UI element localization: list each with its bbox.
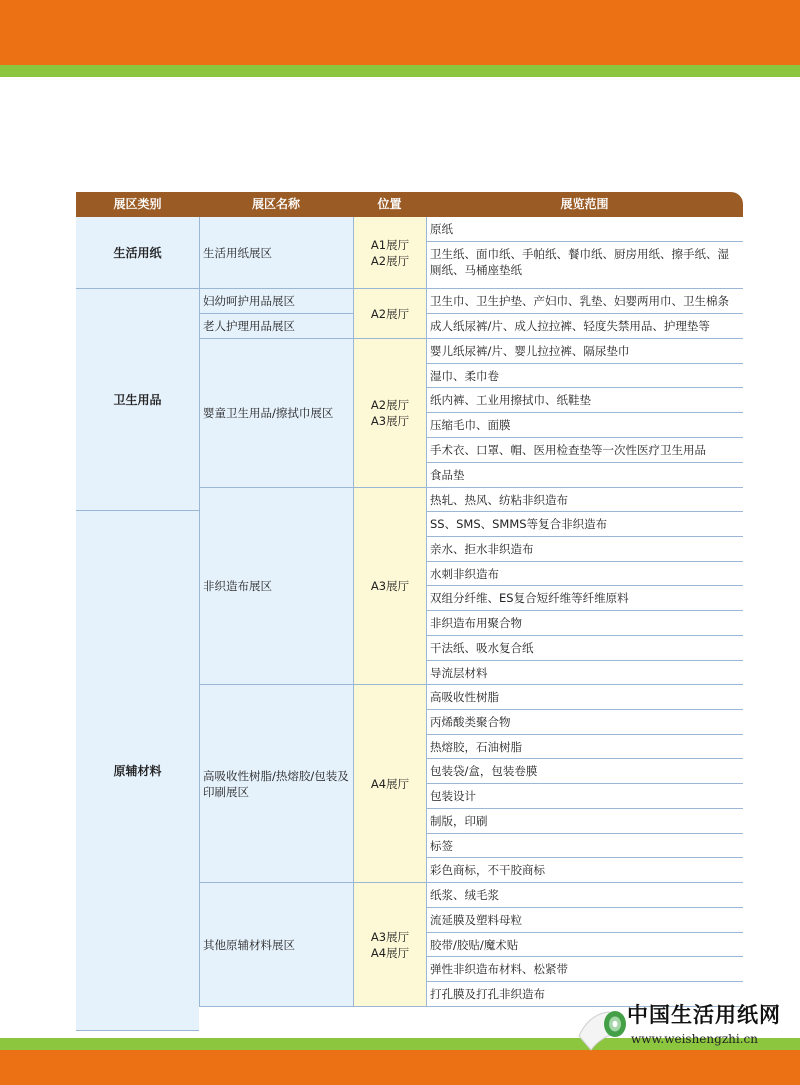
scope-cell: 纸内裤、工业用擦拭巾、纸鞋垫: [426, 388, 743, 413]
scope-cell: 导流层材料: [426, 661, 743, 685]
scope-cell: 包装袋/盒，包装卷膜: [426, 759, 743, 784]
zone-cell: 其他原辅材料展区: [199, 883, 353, 1007]
zone-cell: 婴童卫生用品/擦拭巾展区: [199, 339, 353, 488]
header-category: 展区类别: [113, 197, 162, 211]
scope-cell: 成人纸尿裤/片、成人拉拉裤、轻度失禁用品、护理垫等: [426, 314, 743, 339]
top-green-stripe: [0, 65, 800, 77]
category-cell: 卫生用品: [76, 289, 199, 511]
top-orange-band: [0, 0, 800, 65]
scope-cell: 婴儿纸尿裤/片、婴儿拉拉裤、隔尿垫巾: [426, 339, 743, 364]
table-body: [76, 217, 743, 1009]
location-cell: A1展厅 A2展厅: [353, 217, 426, 289]
site-logo: [575, 996, 781, 1056]
scope-cell: 双组分纤维、ES复合短纤维等纤维原料: [426, 586, 743, 611]
logo-name: 中国生活用纸网: [627, 1002, 781, 1027]
scope-cell: SS、SMS、SMMS等复合非织造布: [426, 512, 743, 537]
scope-cell: 包装设计: [426, 784, 743, 809]
location-cell: A3展厅: [353, 488, 426, 685]
location-cell: A2展厅: [353, 289, 426, 339]
scope-cell: 标签: [426, 834, 743, 858]
scope-cell: 丙烯酸类聚合物: [426, 710, 743, 735]
zone-cell: 非织造布展区: [199, 488, 353, 685]
scope-cell: 食品垫: [426, 463, 743, 488]
zone-cell: 高吸收性树脂/热熔胶/包装及印刷展区: [199, 685, 353, 883]
scope-cell: 流延膜及塑料母粒: [426, 908, 743, 933]
table-header: [76, 192, 743, 217]
scope-cell: 干法纸、吸水复合纸: [426, 636, 743, 661]
location-cell: A3展厅 A4展厅: [353, 883, 426, 1007]
header-scope: 展览范围: [560, 197, 609, 211]
scope-cell: 水刺非织造布: [426, 562, 743, 586]
scope-cell: 卫生巾、卫生护垫、产妇巾、乳垫、妇婴两用巾、卫生棉条: [426, 289, 743, 314]
scope-cell: 湿巾、柔巾卷: [426, 364, 743, 388]
scope-cell: 原纸: [426, 217, 743, 242]
zone-cell: 生活用纸展区: [199, 217, 353, 289]
scope-cell: 非织造布用聚合物: [426, 611, 743, 636]
exhibition-table: [76, 192, 743, 1009]
location-cell: A2展厅 A3展厅: [353, 339, 426, 488]
header-zone: 展区名称: [251, 197, 300, 211]
scope-cell: 压缩毛巾、面膜: [426, 413, 743, 438]
scope-cell: 打孔膜及打孔非织造布: [426, 982, 743, 1007]
scope-cell: 卫生纸、面巾纸、手帕纸、餐巾纸、厨房用纸、擦手纸、湿厕纸、马桶座垫纸: [426, 242, 743, 289]
scope-cell: 胶带/胶贴/魔术贴: [426, 933, 743, 957]
paper-roll-icon: [575, 1006, 631, 1052]
scope-cell: 彩色商标，不干胶商标: [426, 858, 743, 883]
scope-cell: 热轧、热风、纺粘非织造布: [426, 488, 743, 512]
zone-cell: 老人护理用品展区: [199, 314, 353, 339]
scope-cell: 弹性非织造布材料、松紧带: [426, 957, 743, 982]
category-cell: 原辅材料: [76, 511, 199, 1031]
scope-cell: 高吸收性树脂: [426, 685, 743, 710]
zone-cell: 妇幼呵护用品展区: [199, 289, 353, 314]
location-cell: A4展厅: [353, 685, 426, 883]
logo-url: www.weishengzhi.cn: [631, 1032, 758, 1046]
category-cell: 生活用纸: [76, 217, 199, 289]
scope-cell: 手术衣、口罩、帽、医用检查垫等一次性医疗卫生用品: [426, 438, 743, 463]
scope-cell: 亲水、拒水非织造布: [426, 537, 743, 562]
scope-cell: 制版，印刷: [426, 809, 743, 834]
scope-cell: 热熔胶，石油树脂: [426, 735, 743, 759]
scope-cell: 纸浆、绒毛浆: [426, 883, 743, 908]
header-location: 位置: [377, 197, 402, 211]
